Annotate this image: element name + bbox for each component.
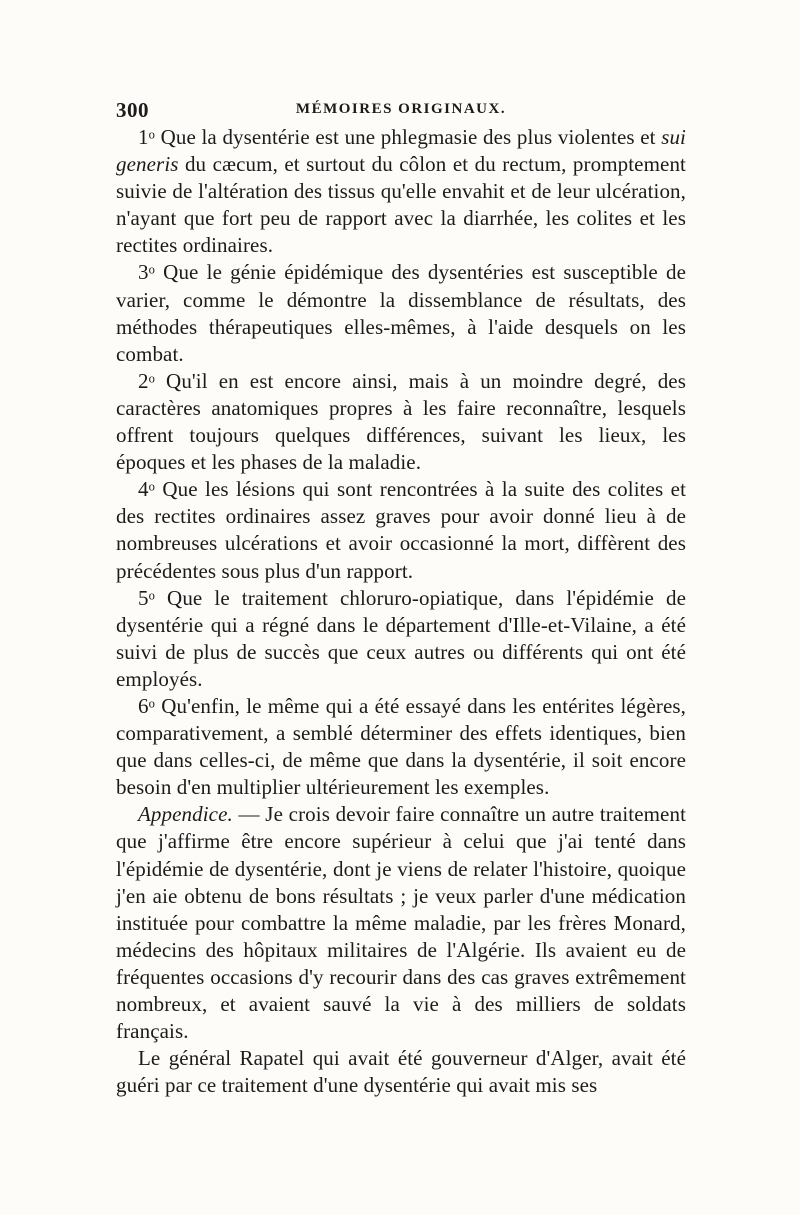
paragraph-4: 4$^o$ Que les lésions qui sont rencontrées à la suite des colites et des rectites ordinaires assez graves pour avoir donné lieu à de nombreuses ulcérations et avoir occasionné la mort, diffèrent des précédentes sous plus d'un rapport. xyxy=(116,477,686,583)
appendice-heading: Appendice. xyxy=(138,802,233,827)
paragraph-3: 2$^o$ Qu'il en est encore ainsi, mais à un moindre degré, des caractères anatomiques propres à les faire reconnaître, lesquels offrent toujours quelques différences, suivant les lieux, les époques et les phases de la maladie. xyxy=(116,368,686,475)
paragraph-rapatel: Le général Rapatel qui avait été gouverneur d'Alger, avait été guéri par ce traitement d'une dysentérie qui avait mis ses xyxy=(116,1046,686,1098)
body-text xyxy=(116,124,686,1099)
page-number: 300 xyxy=(116,98,149,122)
running-title: MÉMOIRES ORIGINAUX. xyxy=(295,101,507,117)
paragraph-appendice: Appendice. — Je crois devoir faire connaître un autre traitement que j'affirme être encore supérieur à celui que j'ai tenté dans l'épidémie de dysentérie, dont je viens de relater l'histoire, quoique j'en aie obtenu de bons résultats ; je veux parler d'une médication instituée pour combattre la même maladie, par les frères Monard, médecins des hôpitaux militaires de l'Algérie. Ils avaient eu de fréquentes occasions d'y recourir dans des cas graves extrêmement nombreux, et avaient sauvé la vie à des milliers de soldats français. xyxy=(116,802,686,1044)
page-header xyxy=(116,98,686,124)
paragraph-1: 1$^o$ Que la dysentérie est une phlegmasie des plus violentes et sui generis du cæcum, et surtout du côlon et du rectum, promptement suivie de l'altération des tissus qu'elle envahit et de leur ulcération, n'ayant que fort peu de rapport avec la diarrhée, les colites et les rectites ordinaires. xyxy=(116,125,686,258)
paragraph-6: 6$^o$ Qu'enfin, le même qui a été essayé dans les entérites légères, comparativement, a semblé déterminer des effets identiques, bien que dans celles-ci, de même que dans la dysentérie, il soit encore besoin d'en multiplier ultérieurement les exemples. xyxy=(116,693,686,800)
book-page xyxy=(116,98,686,1099)
paragraph-5: 5$^o$ Que le traitement chloruro-opiatique, dans l'épidémie de dysentérie qui a régné dans le département d'Ille-et-Vilaine, a été suivi de plus de succès que ceux autres ou différents qui ont été employés. xyxy=(116,585,686,691)
paragraph-2: 3$^o$ Que le génie épidémique des dysentéries est susceptible de varier, comme le démontre la dissemblance de résultats, des méthodes thérapeutiques elles-mêmes, à l'aide desquels on les combat. xyxy=(116,260,686,366)
